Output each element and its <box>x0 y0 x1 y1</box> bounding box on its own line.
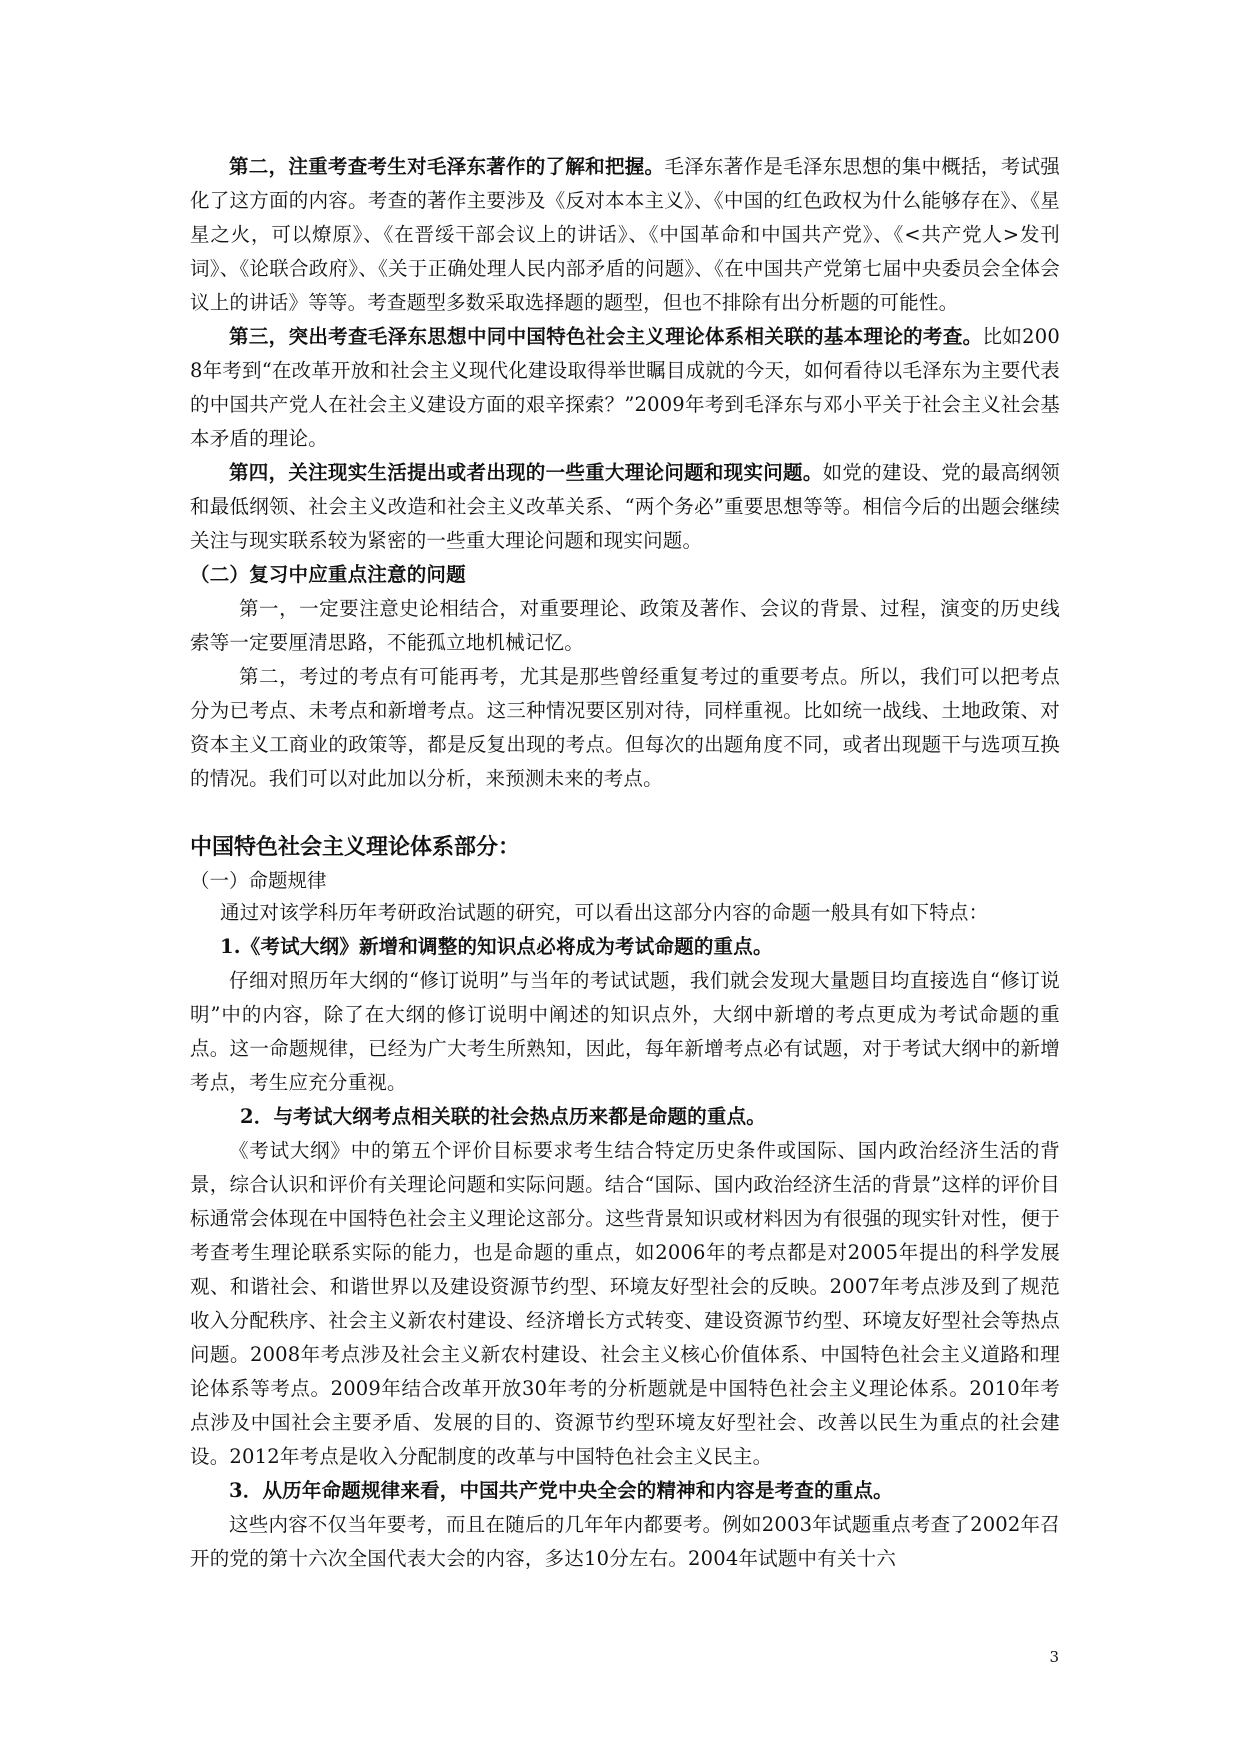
point-body-1: 仔细对照历年大纲的“修订说明”与当年的考试试题，我们就会发现大量题目均直接选自“修订说明”中的内容，除了在大纲的修订说明中阐述的知识点外，大纲中新增的考点更成为考试命题的重点。这一命题规律，已经为广大考生所熟知，因此，每年新增考点必有试题，对于考试大纲中的新增考点，考生应充分重视。 <box>190 969 1060 1094</box>
paragraph-body: 如党的建设、党的最高纲领和最低纲领、社会主义改造和社会主义改革关系、“两个务必”重要思想等等。相信今后的出题会继续关注与现实联系较为紧密的一些重大理论问题和现实问题。 <box>190 461 1060 552</box>
point-body-2: 《考试大纲》中的第五个评价目标要求考生结合特定历史条件或国际、国内政治经济生活的背景，综合认识和评价有关理论问题和实际问题。结合“国际、国内政治经济生活的背景”这样的评价目标通常会体现在中国特色社会主义理论这部分。这些背景知识或材料因为有很强的现实针对性，便于考查考生理论联系实际的能力，也是命题的重点，如2006年的考点都是对2005年提出的科学发展观、和谐社会、和谐世界以及建设资源节约型、环境友好型社会的反映。2007年考点涉及到了规范收入分配秩序、社会主义新农村建设、经济增长方式转变、建设资源节约型、环境友好型社会等热点问题。2008年考点涉及社会主义新农村建设、社会主义核心价值体系、中国特色社会主义道路和理论体系等考点。2009年结合改革开放30年考的分析题就是中国特色社会主义理论体系。2010年考点涉及中国社会主要矛盾、发展的目的、资源节约型环境友好型社会、改善以民生为重点的社会建设。2012年考点是收入分配制度的改革与中国特色社会主义民主。 <box>190 1139 1060 1468</box>
paragraph-lead: 第四，关注现实生活提出或者出现的一些重大理论问题和现实问题。 <box>229 461 823 484</box>
section-title: 中国特色社会主义理论体系部分： <box>190 835 521 860</box>
point-heading-1: 1.《考试大纲》新增和调整的知识点必将成为考试命题的重点。 <box>220 935 773 958</box>
review-paragraph: 第一，一定要注意史论相结合，对重要理论、政策及著作、会议的背景、过程，演变的历史线索等一定要厘清思路，不能孤立地机械记忆。 <box>190 597 1060 654</box>
page-content <box>190 150 1060 1576</box>
paragraph-second-point <box>190 150 1060 320</box>
paragraph-body: 毛泽东著作是毛泽东思想的集中概括，考试强化了这方面的内容。考查的著作主要涉及《反对本本主义》、《中国的红色政权为什么能够存在》、《星星之火，可以燎原》、《在晋绥干部会议上的讲话》、《中国革命和中国共产党》、《<共产党人>发刊词》、《论联合政府》、《关于正确处理人民内部矛盾的问题》、《在中国共产党第七届中央委员会全体会议上的讲话》等等。考查题型多数采取选择题的题型，但也不排除有出分析题的可能性。 <box>190 155 1060 314</box>
paragraph-third-point <box>190 320 1060 456</box>
point-heading-2: 2．与考试大纲考点相关联的社会热点历来都是命题的重点。 <box>240 1105 766 1128</box>
section-intro: 通过对该学科历年考研政治试题的研究，可以看出这部分内容的命题一般具有如下特点： <box>220 901 989 924</box>
paragraph-lead: 第三，突出考查毛泽东思想中同中国特色社会主义理论体系相关联的基本理论的考查。 <box>229 325 983 348</box>
paragraph-lead: 第二，注重考查考生对毛泽东著作的了解和把握。 <box>229 155 665 178</box>
section-subtitle: （一）命题规律 <box>190 869 327 892</box>
page-number: 3 <box>1049 1648 1059 1666</box>
review-heading: （二）复习中应重点注意的问题 <box>190 563 466 586</box>
paragraph-body: 比如2008年考到“在改革开放和社会主义现代化建设取得举世瞩目成就的今天，如何看待以毛泽东为主要代表的中国共产党人在社会主义建设方面的艰辛探索？”2009年考到毛泽东与邓小平关于社会主义社会基本矛盾的理论。 <box>190 325 1060 450</box>
point-heading-3: 3．从历年命题规律来看，中国共产党中央全会的精神和内容是考查的重点。 <box>229 1479 893 1502</box>
point-body-3: 这些内容不仅当年要考，而且在随后的几年年内都要考。例如2003年试题重点考查了2002年召开的党的第十六次全国代表大会的内容，多达10分左右。2004年试题中有关十六 <box>190 1513 1060 1570</box>
review-paragraph: 第二，考过的考点有可能再考，尤其是那些曾经重复考过的重要考点。所以，我们可以把考点分为已考点、未考点和新增考点。这三种情况要区别对待，同样重视。比如统一战线、土地政策、对资本主义工商业的政策等，都是反复出现的考点。但每次的出题角度不同，或者出现题干与选项互换的情况。我们可以对此加以分析，来预测未来的考点。 <box>190 665 1060 790</box>
paragraph-fourth-point <box>190 456 1060 558</box>
